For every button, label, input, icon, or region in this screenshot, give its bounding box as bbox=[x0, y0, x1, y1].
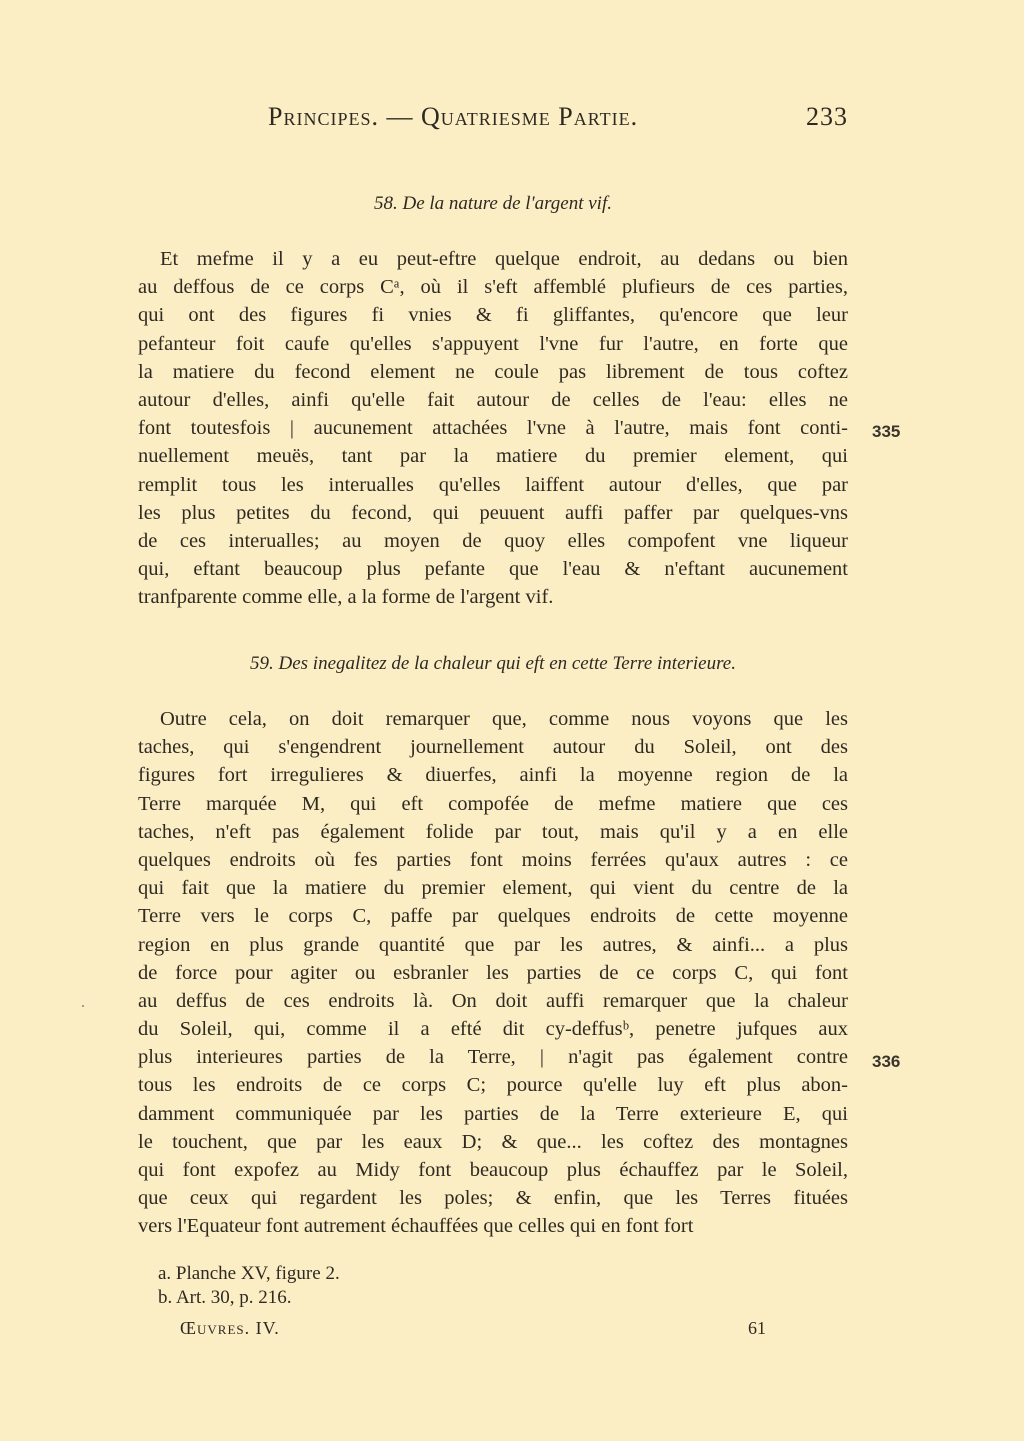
header-title: Principes. — Quatriesme Partie. bbox=[268, 102, 639, 131]
text-line: du Soleil, qui, comme il a efté dit cy-deffusᵇ, penetre jufques aux bbox=[138, 1018, 848, 1041]
text-line: au deffous de ce corps Cᵃ, où il s'eft affemblé plufieurs de ces parties, bbox=[138, 276, 848, 299]
margin-line-number-336: 336 bbox=[872, 1052, 901, 1071]
text-line: quelques endroits où fes parties font moins ferrées qu'aux autres : ce bbox=[138, 848, 848, 871]
section-59-heading: 59. Des inegalitez de la chaleur qui eft en cette Terre interieure. bbox=[250, 653, 736, 674]
text-line: de ces interualles; au moyen de quoy elles compofent vne liqueur bbox=[138, 529, 848, 552]
text-line: qui fait que la matiere du premier element, qui vient du centre de la bbox=[138, 877, 848, 900]
text-line: autour d'elles, ainfi qu'elle fait autour de celles de l'eau: elles ne bbox=[138, 388, 848, 411]
signature-mark: Œuvres. IV. bbox=[180, 1318, 280, 1338]
text-line: Et mefme il y a eu peut-eftre quelque endroit, au dedans ou bien bbox=[160, 248, 848, 270]
text-line: font toutesfois | aucunement attachées l'vne à l'autre, mais font conti- bbox=[138, 417, 848, 440]
footnote-a: a. Planche XV, figure 2. bbox=[158, 1263, 340, 1284]
section-58-paragraph bbox=[138, 245, 848, 611]
margin-line-number-335: 335 bbox=[872, 422, 901, 441]
footnotes bbox=[158, 1262, 340, 1310]
text-line: tous les endroits de ce corps C; pource qu'elle luy eft plus abon- bbox=[138, 1074, 848, 1097]
text-line: region en plus grande quantité que par les autres, & ainfi... a plus bbox=[138, 933, 848, 956]
text-line: pefanteur foit caufe qu'elles s'appuyent l'vne fur l'autre, en forte que bbox=[138, 332, 848, 355]
text-line: qui, eftant beaucoup plus pefante que l'eau & n'eftant aucunement bbox=[138, 558, 848, 581]
text-line: le touchent, que par les eaux D; & que... les coftez des montagnes bbox=[138, 1130, 848, 1153]
text-line: remplit tous les interualles qu'elles laiffent autour d'elles, que par bbox=[138, 473, 848, 496]
text-line: nuellement meuës, tant par la matiere du premier element, qui bbox=[138, 445, 848, 468]
text-line: vers l'Equateur font autrement échauffées que celles qui en font fort bbox=[138, 1215, 694, 1238]
text-line: Outre cela, on doit remarquer que, comme nous voyons que les bbox=[160, 708, 848, 730]
page-number: 233 bbox=[806, 102, 848, 131]
text-line: de force pour agiter ou esbranler les parties de ce corps C, qui font bbox=[138, 961, 848, 984]
text-line: taches, qui s'engendrent journellement autour du Soleil, ont des bbox=[138, 736, 848, 759]
section-58-heading: 58. De la nature de l'argent vif. bbox=[373, 193, 612, 214]
text-line: taches, n'eft pas également folide par tout, mais qu'il y a en elle bbox=[138, 820, 848, 843]
section-59-paragraph bbox=[138, 705, 848, 1241]
text-line: plus interieures parties de la Terre, | n'agit pas également contre bbox=[138, 1046, 848, 1069]
print-speck bbox=[82, 1005, 84, 1007]
text-line: figures fort irregulieres & diuerfes, ainfi la moyenne region de la bbox=[138, 764, 848, 787]
text-line: que ceux qui regardent les poles; & enfin, que les Terres fituées bbox=[138, 1187, 848, 1210]
text-line: au deffus de ces endroits là. On doit auffi remarquer que la chaleur bbox=[138, 989, 848, 1012]
text-line: qui font expofez au Midy font beaucoup plus échauffez par le Soleil, bbox=[138, 1159, 848, 1181]
footnote-b: b. Art. 30, p. 216. bbox=[158, 1287, 292, 1308]
text-line: les plus petites du fecond, qui peuuent auffi paffer par quelques-vns bbox=[138, 501, 848, 524]
text-line: damment communiquée par les parties de la Terre exterieure E, qui bbox=[138, 1102, 848, 1125]
signature-number: 61 bbox=[748, 1318, 766, 1338]
running-header bbox=[268, 102, 848, 132]
text-line: qui ont des figures fi vnies & fi gliffantes, qu'encore que leur bbox=[138, 304, 848, 327]
text-line: Terre marquée M, qui eft compofée de mefme matiere que ces bbox=[138, 792, 848, 815]
text-line: tranfparente comme elle, a la forme de l'argent vif. bbox=[138, 586, 554, 609]
text-line: la matiere du fecond element ne coule pas librement de tous coftez bbox=[138, 360, 848, 383]
text-line: Terre vers le corps C, paffe par quelques endroits de cette moyenne bbox=[138, 905, 848, 928]
